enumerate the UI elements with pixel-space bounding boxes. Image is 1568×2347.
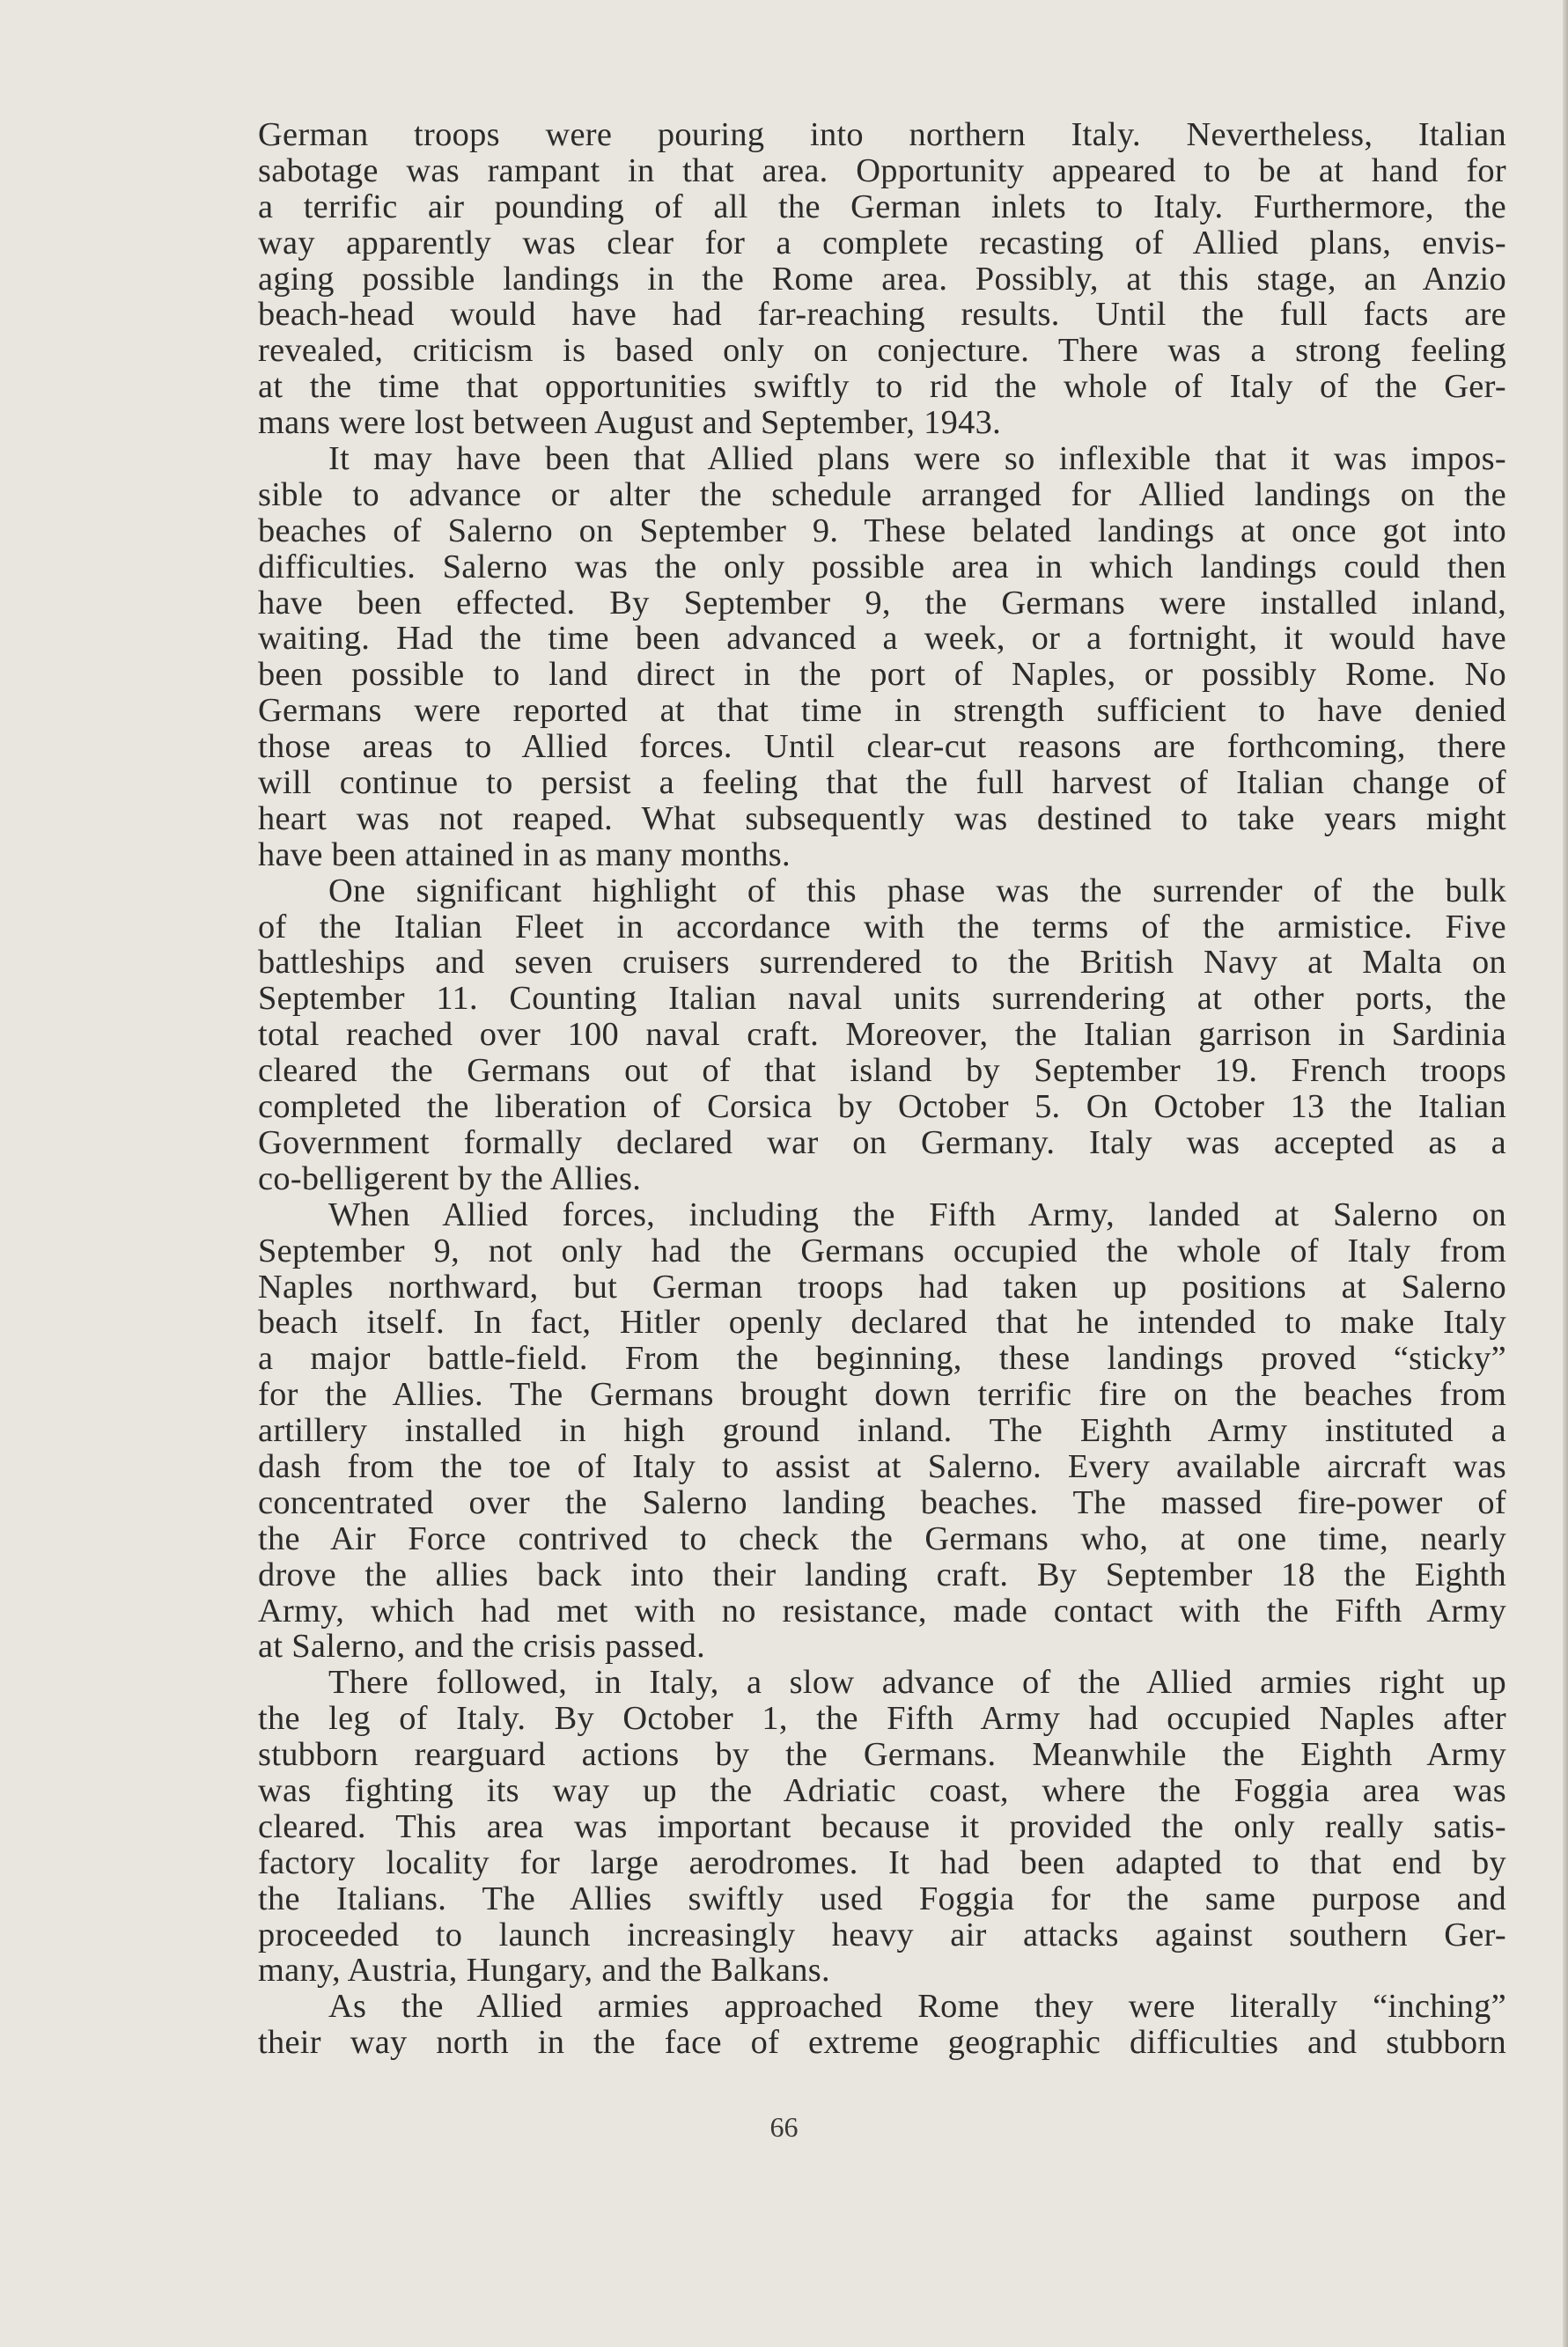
text-line: Army, which had met with no resistance, made contact with the Fifth Army <box>258 1592 1506 1630</box>
text-line: When Allied forces, including the Fifth Army, landed at Salerno on <box>328 1196 1506 1233</box>
scan-edge <box>1563 0 1568 2347</box>
text-line: at the time that opportunities swiftly to rid the whole of Italy of the Ger- <box>258 368 1506 406</box>
text-line: battleships and seven cruisers surrendered to the British Navy at Malta on <box>258 944 1506 982</box>
text-line: September 11. Counting Italian naval units surrendering at other ports, the <box>258 980 1506 1018</box>
text-line: sabotage was rampant in that area. Opportunity appeared to be at hand for <box>258 151 1506 189</box>
text-line: Government formally declared war on Germany. Italy was accepted as a <box>258 1123 1506 1161</box>
text-line: the leg of Italy. By October 1, the Fifth Army had occupied Naples after <box>258 1700 1506 1738</box>
text-line: artillery installed in high ground inland. The Eighth Army instituted a <box>258 1412 1506 1450</box>
text-line: stubborn rearguard actions by the Germans. Meanwhile the Eighth Army <box>258 1736 1506 1774</box>
text-line: beach itself. In fact, Hitler openly declared that he intended to make Italy <box>258 1304 1506 1342</box>
text-line: German troops were pouring into northern Italy. Nevertheless, Italian <box>258 116 1506 153</box>
text-line: the Air Force contrived to check the Germans who, at one time, nearly <box>258 1519 1506 1557</box>
text-line: concentrated over the Salerno landing beaches. The massed fire-power of <box>258 1483 1506 1521</box>
text-line: One significant highlight of this phase was the surrender of the bulk <box>328 872 1506 909</box>
text-line: Naples northward, but German troops had taken up positions at Salerno <box>258 1268 1506 1306</box>
text-line: those areas to Allied forces. Until clear-cut reasons are forthcoming, there <box>258 728 1506 766</box>
text-line: was fighting its way up the Adriatic coast, where the Foggia area was <box>258 1771 1506 1809</box>
text-line: a terrific air pounding of all the German inlets to Italy. Furthermore, the <box>258 188 1506 225</box>
text-line: way apparently was clear for a complete recasting of Allied plans, envis- <box>258 224 1506 261</box>
text-line: a major battle-field. From the beginning, these landings proved “sticky” <box>258 1340 1506 1378</box>
text-line: Germans were reported at that time in strength sufficient to have denied <box>258 692 1506 730</box>
text-line: cleared. This area was important because it provided the only really satis- <box>258 1807 1506 1845</box>
text-line: many, Austria, Hungary, and the Balkans. <box>258 1952 830 1990</box>
text-line: As the Allied armies approached Rome they were literally “inching” <box>328 1988 1506 2026</box>
text-line: aging possible landings in the Rome area. Possibly, at this stage, an Anzio <box>258 260 1506 298</box>
text-line: factory locality for large aerodromes. It had been adapted to that end by <box>258 1843 1506 1881</box>
text-line: It may have been that Allied plans were so inflexible that it was impos- <box>328 440 1506 478</box>
text-line: September 9, not only had the Germans occupied the whole of Italy from <box>258 1232 1506 1269</box>
text-line: proceeded to launch increasingly heavy air attacks against southern Ger- <box>258 1916 1506 1953</box>
text-line: mans were lost between August and September, 1943. <box>258 404 1002 442</box>
text-line: heart was not reaped. What subsequently was destined to take years might <box>258 799 1506 837</box>
text-line: beach-head would have had far-reaching results. Until the full facts are <box>258 296 1506 334</box>
text-line: dash from the toe of Italy to assist at Salerno. Every available aircraft was <box>258 1447 1506 1485</box>
text-line: of the Italian Fleet in accordance with the terms of the armistice. Five <box>258 908 1506 945</box>
text-line: There followed, in Italy, a slow advance of the Allied armies right up <box>328 1664 1506 1702</box>
text-line: their way north in the face of extreme geographic difficulties and stubborn <box>258 2024 1506 2062</box>
text-line: drove the allies back into their landing craft. By September 18 the Eighth <box>258 1556 1506 1593</box>
text-line: have been attained in as many months. <box>258 835 791 873</box>
text-line: beaches of Salerno on September 9. These belated landings at once got into <box>258 511 1506 549</box>
text-line: the Italians. The Allies swiftly used Foggia for the same purpose and <box>258 1880 1506 1917</box>
page-number: 66 <box>769 2111 799 2143</box>
text-line: total reached over 100 naval craft. Moreover, the Italian garrison in Sardinia <box>258 1016 1506 1054</box>
text-line: completed the liberation of Corsica by October 5. On October 13 the Italian <box>258 1088 1506 1126</box>
text-line: difficulties. Salerno was the only possible area in which landings could then <box>258 548 1506 585</box>
text-line: revealed, criticism is based only on conjecture. There was a strong feeling <box>258 332 1506 370</box>
text-line: will continue to persist a feeling that the full harvest of Italian change of <box>258 764 1506 802</box>
text-line: cleared the Germans out of that island by September 19. French troops <box>258 1052 1506 1090</box>
text-line: waiting. Had the time been advanced a week, or a fortnight, it would have <box>258 620 1506 658</box>
text-line: co-belligerent by the Allies. <box>258 1159 642 1197</box>
text-line: have been effected. By September 9, the Germans were installed inland, <box>258 584 1506 622</box>
text-line: been possible to land direct in the port of Naples, or possibly Rome. No <box>258 656 1506 694</box>
text-line: at Salerno, and the crisis passed. <box>258 1628 706 1666</box>
page-text <box>258 117 1506 2061</box>
text-line: sible to advance or alter the schedule arranged for Allied landings on the <box>258 475 1506 513</box>
text-line: for the Allies. The Germans brought down terrific fire on the beaches from <box>258 1376 1506 1414</box>
